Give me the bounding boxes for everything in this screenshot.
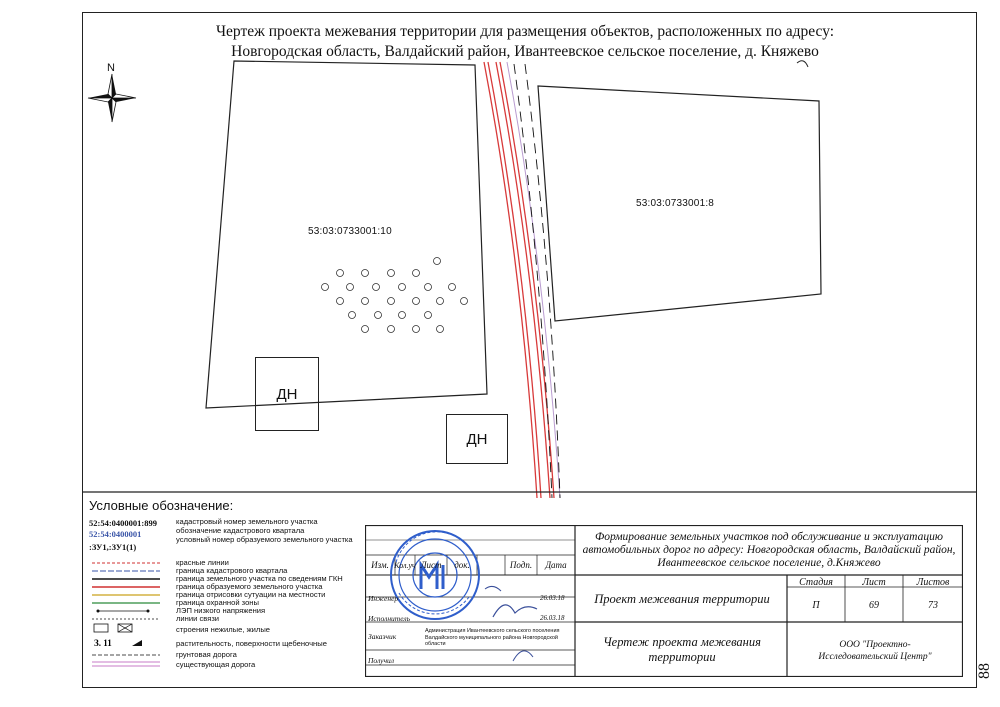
- page-number: 88: [976, 663, 993, 679]
- sheets-value: 73: [928, 599, 938, 611]
- legend-text-7: граница образуемого земельного участка: [176, 582, 323, 591]
- sheet-header: Лист: [862, 576, 886, 588]
- legend-text-15: существующая дорога: [176, 660, 256, 669]
- legend-text-13: растительность, поверхности щебеночные: [176, 639, 327, 648]
- north-label: N: [107, 62, 115, 74]
- legend-text-3: условный номер образуемого земельного участка: [176, 535, 353, 544]
- legend-code-3: :ЗУ1,:ЗУ1(1): [89, 542, 137, 552]
- col-header-list: Лист: [420, 560, 442, 570]
- legend-text-6: граница земельного участка по сведениям ГКН: [176, 574, 343, 583]
- row-label-engineer: Инженер: [368, 594, 399, 603]
- legend-text-5: граница кадастрового квартала: [176, 566, 288, 575]
- date-1: 26.03.18: [540, 594, 565, 602]
- legend-code-1: 52:54:0400001:899: [89, 518, 157, 528]
- organization-name: ООО "Проектно-Исследовательский Центр": [818, 640, 932, 662]
- legend-text-10: ЛЭП низкого напряжения: [176, 606, 266, 615]
- title-line-2: Новгородская область, Валдайский район, Ивантеевское сельское поселение, д. Княжево: [231, 43, 819, 60]
- dn-structure-1: ДН: [255, 357, 319, 431]
- stage-value: П: [812, 599, 820, 611]
- legend-text-8: граница отрисовки сутуации на местности: [176, 590, 326, 599]
- row-label-customer: Заказчик: [368, 632, 397, 641]
- legend-symbols: [88, 516, 170, 676]
- compass-rose-icon: [88, 74, 136, 122]
- col-header-koluch: Кол.уч: [394, 560, 416, 570]
- legend-text-4: красные линии: [176, 558, 229, 567]
- legend-text-2: обозначение кадастрового квартала: [176, 526, 305, 535]
- stage-header: Стадия: [799, 576, 833, 588]
- project-name: Проект межевания территории: [594, 591, 770, 606]
- col-header-izm: Изм.: [371, 560, 389, 570]
- col-header-dok: док.: [454, 560, 470, 570]
- legend: [88, 516, 363, 676]
- col-header-podp: Подп.: [509, 560, 533, 570]
- legend-title: Условные обозначение:: [89, 498, 234, 513]
- date-2: 26.03.18: [540, 614, 565, 622]
- legend-text-1: кадастровый номер земельного участка: [176, 517, 318, 526]
- parcel-right-number: 53:03:0733001:8: [636, 198, 715, 209]
- title-line-1: Чертеж проекта межевания территории для размещения объектов, расположенных по адресу:: [215, 23, 835, 40]
- vegetation-symbols: [322, 258, 468, 333]
- customer-organization: Администрация Ивантеевского сельского поселения Валдайского муниципального района Новгородской области: [425, 628, 560, 647]
- sheet-value: 69: [869, 599, 879, 611]
- col-header-data: Дата: [545, 560, 567, 570]
- legend-text-12: строения нежилые, жилые: [176, 625, 271, 634]
- legend-text-14: грунтовая дорога: [176, 650, 237, 659]
- legend-text-11: линии связи: [176, 614, 220, 623]
- parcel-left-number: 53:03:0733001:10: [308, 226, 392, 237]
- svg-text:З. 11: З. 11: [94, 638, 112, 648]
- drawing-name: Чертеж проекта межевания территории: [603, 635, 761, 664]
- row-label-executor: Исполнитель: [368, 614, 411, 623]
- work-title: Формирование земельных участков под обслуживание и эксплуатацию автомобильных дорог по адресу: Новгородская область, Валдайский район, Ивантеевское сельское поселение, д.Княжево: [582, 530, 956, 569]
- legend-code-2: 52:54:0400001: [89, 529, 142, 539]
- row-label-received: Получил: [368, 656, 395, 665]
- sheets-header: Листов: [916, 576, 950, 588]
- dn-structure-2: ДН: [446, 414, 508, 464]
- legend-text-9: граница охранной зоны: [176, 598, 259, 607]
